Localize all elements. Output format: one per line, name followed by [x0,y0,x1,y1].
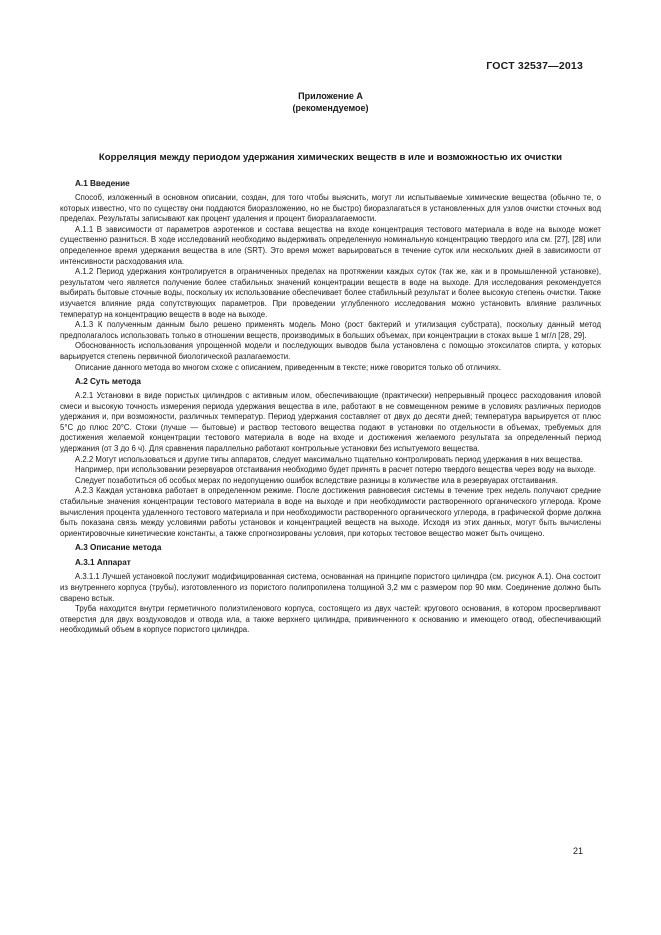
annex-title: Приложение А [298,91,363,101]
standard-code: ГОСТ 32537—2013 [486,60,583,72]
paragraph: А.3.1.1 Лучшей установкой послужит модифицированная система, основанная на принципе пористого цилиндра (см. рисунок А.1). Она состоит из внутреннего корпуса (трубы), изготовленного из пористого полипропилена толщиной 3,2 мм с размером пор 90 мкм. Соединение должно быть сварено встык. [60,572,601,603]
paragraph: А.2.2 Могут использоваться и другие типы аппаратов, следует максимально тщательно контролировать период удержания в них вещества. [75,454,583,464]
paragraph: Например, при использовании резервуаров отстаивания необходимо будет принять в расчет потерю твердого вещества через воду на выходе. [75,465,596,475]
paragraph: А.1.2 Период удержания контролируется в ограниченных пределах на протяжении каждых суток (так же, как и в промышленной установке), результатом чего является получение более стабильных значений концентрации веществ в воде на выходе. Для исследования рекомендуется выбирать бытовые сточные воды, поскольку их использование обеспечивает более стабильный результат и более высокую степень очистки. Также изучается влияние ряда сопутствующих параметров. При проведении углубленного исследования можно установить влияние различных температур на концентрацию веществ в воде на выходе. [60,267,601,319]
section-heading-a1: А.1 Введение [75,179,130,188]
paragraph: Способ, изложенный в основном описании, создан, для того чтобы выяснить, могут ли испытываемые химические вещества (обычно те, о которых известно, что по существу они поддаются биоразложению, но не быстро) биоразлагаться в установленных для узлов очистки сточных вод пределах. Результаты записывают как процент удаления и процент биоразлагаемости. [60,193,601,224]
paragraph: Труба находится внутри герметичного полиэтиленового корпуса, состоящего из двух частей: кругового основания, в котором просверливают отверстия для двух воздуховодов и отвода ила, а также верхнего цилиндра, привинченного к основанию и имеющего отвод, обеспечивающий необходимый объем в корпусе пористого цилиндра. [60,604,601,635]
paragraph: А.1.1 В зависимости от параметров аэротенков и состава вещества на входе концентрация тестового материала в воде на выходе может существенно разниться. В ходе исследований необходимо выдерживать определенную номинальную концентрацию твердого ила см. [27], [28] или определенное время удержания вещества в иле (SRT). Это время может варьироваться в течение суток или нескольких дней в зависимости от интенсивности расходования ила. [60,224,601,266]
paragraph: Описание данного метода во многом схоже с описанием, приведенным в тексте; ниже говорится только об отличиях. [75,362,501,372]
paragraph: А.2.1 Установки в виде пористых цилиндров с активным илом, обеспечивающие (практически) непрерывный процесс расходования иловой смеси и высокую точность измерения периода удержания вещества в иле, работают в не совмещенном режиме в условиях различных периодов удержания и, при возможности, различных температур. Период удержания составляет от двух до десяти дней; температура варьируется от плюс 5°С до плюс 20°С. Стоки (лучше — бытовые) и раствор тестового вещества подают в установки по отдельности в объемах, требуемых для достижения желаемой концентрации тестового материала в воде на входе и достижения желаемого результата за определенный период удержания (от 3 до 6 ч). Для сравнения параллельно работают контрольные установки без испытуемого вещества. [60,391,601,454]
section-heading-a3-1: А.3.1 Аппарат [75,558,131,568]
annex-status: (рекомендуемое) [292,103,369,113]
section-heading-a3: А.3 Описание метода [75,543,162,553]
section-heading-a2: А.2 Суть метода [75,377,141,387]
annex-header [0,90,661,114]
paragraph: А.1.3 К полученным данным было решено применять модель Моно (рост бактерий и утилизация субстрата), поскольку данный метод предполагалось использовать только в отношении веществ, производимых в больших объемах, при концентрации в стоках выше 1 мг/л [28, 29]. [60,320,601,340]
document-body [60,178,601,636]
main-title: Корреляция между периодом удержания химических веществ в иле и возможностью их очистки [98,152,563,163]
paragraph: Следует позаботиться об особых мерах по недопущению ошибок вследствие разницы в количестве ила в резервуарах отстаивания. [75,475,558,485]
paragraph: Обоснованность использования упрощенной модели и последующих выводов была установлена с помощью этоксилатов спирта, у которых варьируется степень первичной биологической разлагаемости. [60,341,601,361]
page-number: 21 [572,846,583,856]
paragraph: А.2.3 Каждая установка работает в определенном режиме. После достижения равновесия системы в течение трех недель получают средние стабильные значения концентрации тестового материала в воде на выходе и при необходимости растворенного органического углерода. Кроме вычисления процента удаленного тестового материала и при необходимости растворенного органического углерода, в графической форме должна быть показана связь между условиями работы установок и концентрацией веществ на выходе. Исходя из этих данных, могут быть вычислены ориентировочные кинетические константы, а также спрогнозированы условия, при которых тестовое вещество может быть очищено. [60,486,601,538]
